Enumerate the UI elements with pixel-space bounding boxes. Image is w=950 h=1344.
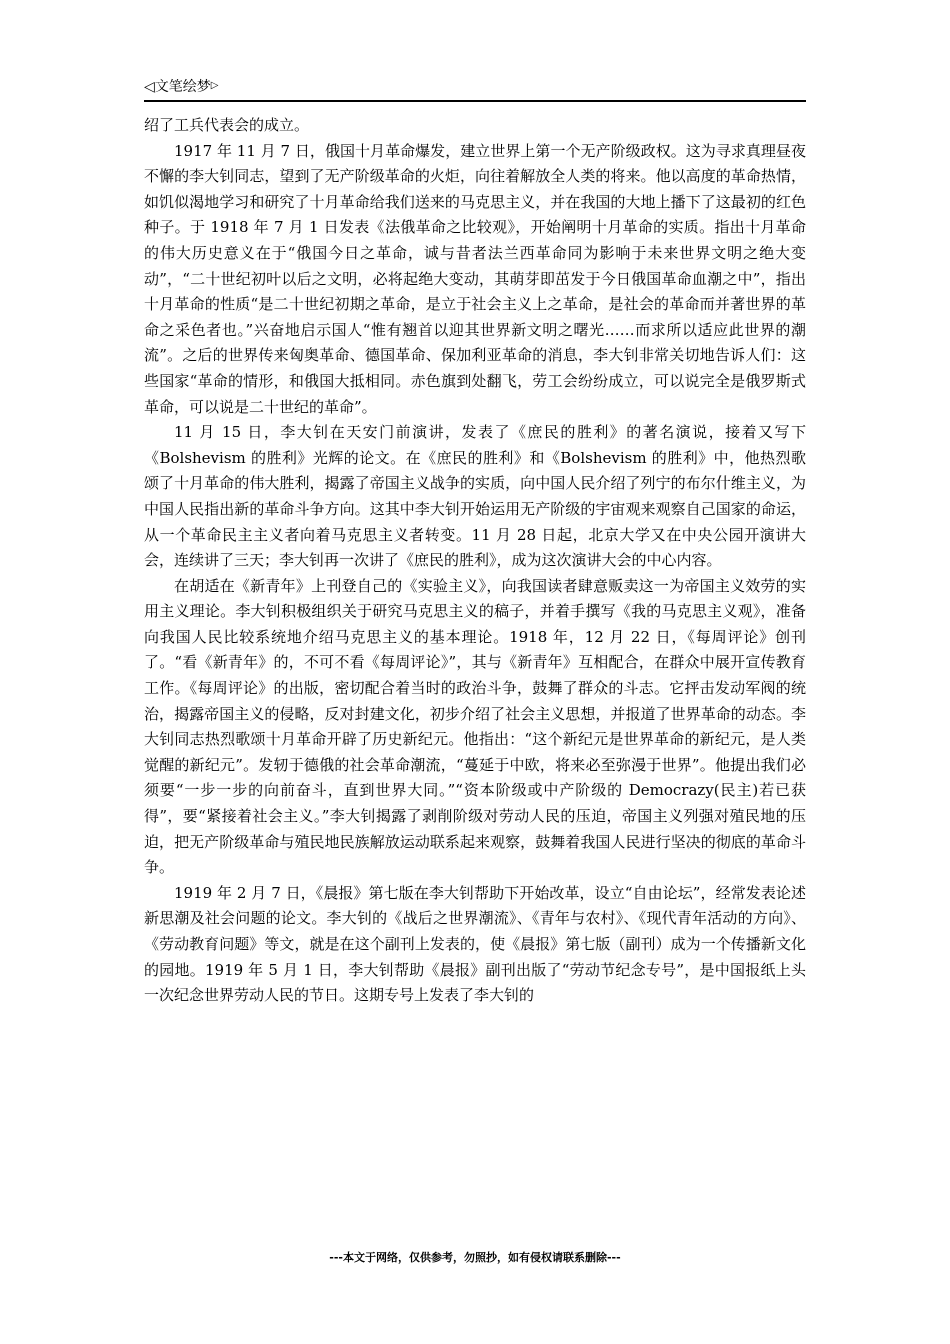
paragraph: 1917 年 11 月 7 日，俄国十月革命爆发，建立世界上第一个无产阶级政权。这为寻求真理昼夜不懈的李大钊同志，望到了无产阶级革命的火炬，向往着解放全人类的将来。他以高度的革命热情，如饥似渴地学习和研究了十月革命给我们送来的马克思主义，并在我国的大地上播下了这最初的红色种子。于 1918 年 7 月 1 日发表《法俄革命之比较观》，开始阐明十月革命的实质。指出十月革命的伟大历史意义在于“俄国今日之革命，诚与昔者法兰西革命同为影响于未来世界文明之绝大变动”，“二十世纪初叶以后之文明，必将起绝大变动，其萌芽即茁发于今日俄国革命血潮之中”，指出十月革命的性质“是二十世纪初期之革命，是立于社会主义上之革命，是社会的革命而并著世界的革命之采色者也。”兴奋地启示国人“惟有翘首以迎其世界新文明之曙光……而求所以适应此世界的潮流”。之后的世界传来匈奥革命、德国革命、保加利亚革命的消息，李大钊非常关切地告诉人们：这些国家“革命的情形，和俄国大抵相同。赤色旗到处翻飞，劳工会纷纷成立，可以说完全是俄罗斯式革命，可以说是二十世纪的革命”。 — [144, 141, 806, 416]
right-triangle-icon: ▷ — [210, 80, 219, 91]
copyright-notice: ---本文于网络，仅供参考，勿照抄，如有侵权请联系删除--- — [329, 1251, 621, 1264]
left-triangle-icon: ◁ — [144, 79, 155, 95]
brand-name: 文笔绘梦 — [154, 79, 211, 95]
paragraph: 绍了工兵代表会的成立。 — [144, 116, 310, 134]
paragraph: 在胡适在《新青年》上刊登自己的《实验主义》，向我国读者肆意贩卖这一为帝国主义效劳的实用主义理论。李大钊积极组织关于研究马克思主义的稿子，并着手撰写《我的马克思主义观》，准备向我国人民比较系统地介绍马克思主义的基本理论。1918 年，12 月 22 日，《每周评论》创刊了。“看《新青年》的，不可不看《每周评论》”，其与《新青年》互相配合，在群众中展开宣传教育工作。《每周评论》的出版，密切配合着当时的政治斗争，鼓舞了群众的斗志。它抨击发动军阀的统治，揭露帝国主义的侵略，反对封建文化，初步介绍了社会主义思想，并报道了世界革命的动态。李大钊同志热烈歌颂十月革命开辟了历史新纪元。他指出：“这个新纪元是世界革命的新纪元，是人类觉醒的新纪元”。发轫于德俄的社会革命潮流，“蔓延于中欧，将来必至弥漫于世界”。他提出我们必须要“一步一步的向前奋斗，直到世界大同。”“资本阶级或中产阶级的 Democrazy(民主)若已获得”，要“紧接着社会主义。”李大钊揭露了剥削阶级对劳动人民的压迫，帝国主义列强对殖民地的压迫，把无产阶级革命与殖民地民族解放运动联系起来观察，鼓舞着我国人民进行坚决的彻底的革命斗争。 — [144, 576, 806, 877]
paragraph: 1919 年 2 月 7 日，《晨报》第七版在李大钊帮助下开始改革，设立“自由论坛”，经常发表论述新思潮及社会问题的论文。李大钊的《战后之世界潮流》、《青年与农村》、《现代青年活动的方向》、《劳动教育问题》等文，就是在这个副刊上发表的，使《晨报》第七版（副刊）成为一个传播新文化的园地。1919 年 5 月 1 日，李大钊帮助《晨报》副刊出版了“劳动节纪念专号”，是中国报纸上头一次纪念世界劳动人民的节日。这期专号上发表了李大钊的 — [144, 883, 806, 1005]
paragraph: 11 月 15 日，李大钊在天安门前演讲，发表了《庶民的胜利》的著名演说，接着又写下《Bolshevism 的胜利》光辉的论文。在《庶民的胜利》和《Bolshevism 的胜利》中，他热烈歌颂了十月革命的伟大胜利，揭露了帝国主义战争的实质，向中国人民介绍了列宁的布尔什维主义，为中国人民指出新的革命斗争方向。这其中李大钊开始运用无产阶级的宇宙观来观察自己国家的命运，从一个革命民主主义者向着马克思主义者转变。11 月 28 日起，北京大学又在中央公园开演讲大会，连续讲了三天；李大钊再一次讲了《庶民的胜利》，成为这次演讲大会的中心内容。 — [144, 423, 806, 570]
page-header — [144, 72, 806, 102]
article-body — [144, 113, 806, 1009]
header-brand — [144, 77, 218, 96]
